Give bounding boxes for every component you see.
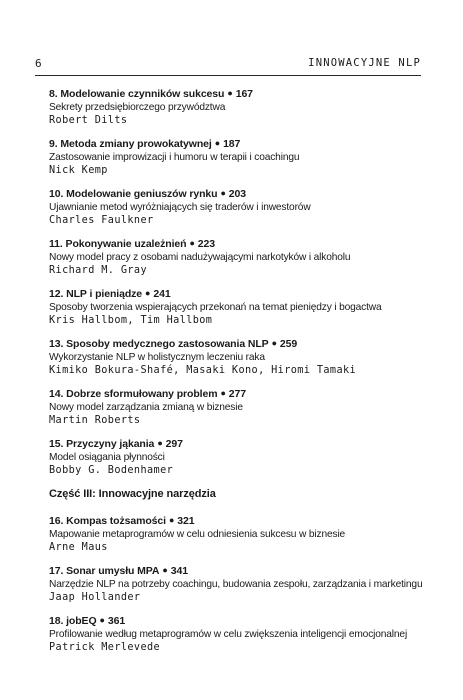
chapter-heading	[49, 336, 429, 351]
chapter-subtitle: Zastosowanie improwizacji i humoru w terapii i coachingu	[49, 152, 300, 163]
running-title: INNOWACYJNE NLP	[308, 57, 421, 69]
chapter-page: 167	[235, 88, 253, 100]
chapter-title: 8. Modelowanie czynników sukcesu	[49, 88, 225, 100]
toc-entry	[49, 186, 429, 228]
chapter-subtitle: Profilowanie według metaprogramów w celu zwiększenia inteligencji emocjonalnej	[49, 629, 408, 640]
chapter-page: 241	[153, 288, 171, 300]
toc-entry	[49, 136, 429, 178]
bullet-separator: ●	[220, 188, 226, 198]
chapter-author: Patrick Merlevede	[49, 642, 161, 653]
chapter-page: 321	[177, 515, 195, 527]
chapter-title: 12. NLP i pieniądze	[49, 288, 143, 300]
toc-entry	[49, 336, 429, 378]
toc-entry	[49, 563, 429, 605]
chapter-title: 15. Przyczyny jąkania	[49, 438, 155, 450]
toc-entry	[49, 86, 429, 128]
chapter-page: 187	[223, 138, 241, 150]
bullet-separator: ●	[168, 515, 175, 525]
chapter-title: 11. Pokonywanie uzależnień	[49, 238, 187, 250]
bullet-separator: ●	[271, 338, 277, 348]
chapter-heading	[49, 236, 429, 251]
chapter-heading	[49, 436, 429, 451]
chapter-title: 13. Sposoby medycznego zastosowania NLP	[49, 338, 269, 350]
bullet-separator: ●	[220, 388, 226, 398]
chapter-page: 203	[228, 188, 247, 200]
chapter-heading	[49, 386, 429, 401]
chapter-subtitle: Nowy model zarządzania zmianą w biznesie	[49, 402, 243, 413]
chapter-heading	[49, 186, 429, 201]
chapter-page: 361	[107, 615, 126, 627]
chapter-author: Kimiko Bokura-Shafé, Masaki Kono, Hiromi Tamaki	[49, 365, 357, 376]
chapter-heading	[49, 286, 429, 301]
chapter-heading	[49, 563, 429, 578]
toc-entry	[49, 386, 429, 428]
chapter-subtitle: Sposoby tworzenia wspierających przekonań na temat pieniędzy i bogactwa	[49, 302, 382, 313]
toc-part-three	[49, 513, 429, 655]
toc-part-continued	[49, 86, 429, 478]
chapter-page: 277	[228, 388, 247, 400]
chapter-subtitle: Mapowanie metaprogramów w celu odniesienia sukcesu w biznesie	[49, 529, 346, 540]
chapter-title: 14. Dobrze sformułowany problem	[49, 388, 218, 400]
toc-entry	[49, 513, 429, 555]
chapter-heading	[49, 86, 429, 101]
chapter-subtitle: Model osiągania płynności	[49, 452, 165, 463]
chapter-author: Arne Maus	[49, 542, 108, 553]
chapter-author: Nick Kemp	[49, 165, 108, 176]
toc-entry	[49, 436, 429, 478]
chapter-page: 223	[197, 238, 216, 250]
chapter-subtitle: Sekrety przedsiębiorczego przywództwa	[49, 102, 226, 113]
chapter-author: Charles Faulkner	[49, 215, 154, 226]
table-of-contents	[49, 86, 429, 663]
page-number: 6	[35, 57, 43, 70]
toc-entry	[49, 613, 429, 655]
toc-entry	[49, 236, 429, 278]
chapter-page: 297	[165, 438, 183, 450]
chapter-heading	[49, 136, 429, 151]
chapter-title: 9. Metoda zmiany prowokatywnej	[49, 138, 212, 150]
bullet-separator: ●	[145, 288, 151, 298]
chapter-subtitle: Narzędzie NLP na potrzeby coachingu, budowania zespołu, zarządzania i marketingu	[49, 579, 423, 590]
bullet-separator: ●	[189, 238, 195, 248]
bullet-separator: ●	[214, 138, 221, 148]
bullet-separator: ●	[99, 615, 105, 625]
chapter-title: 17. Sonar umysłu MPA	[49, 565, 160, 577]
chapter-title: 18. jobEQ	[49, 615, 97, 627]
bullet-separator: ●	[227, 88, 233, 98]
chapter-author: Kris Hallbom, Tim Hallbom	[49, 315, 213, 326]
chapter-subtitle: Ujawnianie metod wyróżniających się traderów i inwestorów	[49, 202, 311, 213]
chapter-subtitle: Wykorzystanie NLP w holistycznym leczeniu raka	[49, 352, 265, 363]
chapter-subtitle: Nowy model pracy z osobami nadużywającymi narkotyków i alkoholu	[49, 252, 351, 263]
toc-entry	[49, 286, 429, 328]
chapter-author: Martin Roberts	[49, 415, 141, 426]
chapter-title: 10. Modelowanie geniuszów rynku	[49, 188, 218, 200]
bullet-separator: ●	[157, 438, 163, 448]
chapter-author: Robert Dilts	[49, 115, 128, 126]
chapter-page: 341	[170, 565, 188, 577]
bullet-separator: ●	[162, 565, 168, 575]
part-title: Część III: Innowacyjne narzędzia	[49, 488, 216, 500]
chapter-author: Richard M. Gray	[49, 265, 148, 276]
chapter-heading	[49, 513, 429, 528]
chapter-heading	[49, 613, 429, 628]
header-rule	[35, 75, 421, 76]
chapter-page: 259	[279, 338, 298, 350]
chapter-author: Jaap Hollander	[49, 592, 141, 603]
chapter-author: Bobby G. Bodenhamer	[49, 465, 174, 476]
chapter-title: 16. Kompas tożsamości	[49, 515, 166, 527]
